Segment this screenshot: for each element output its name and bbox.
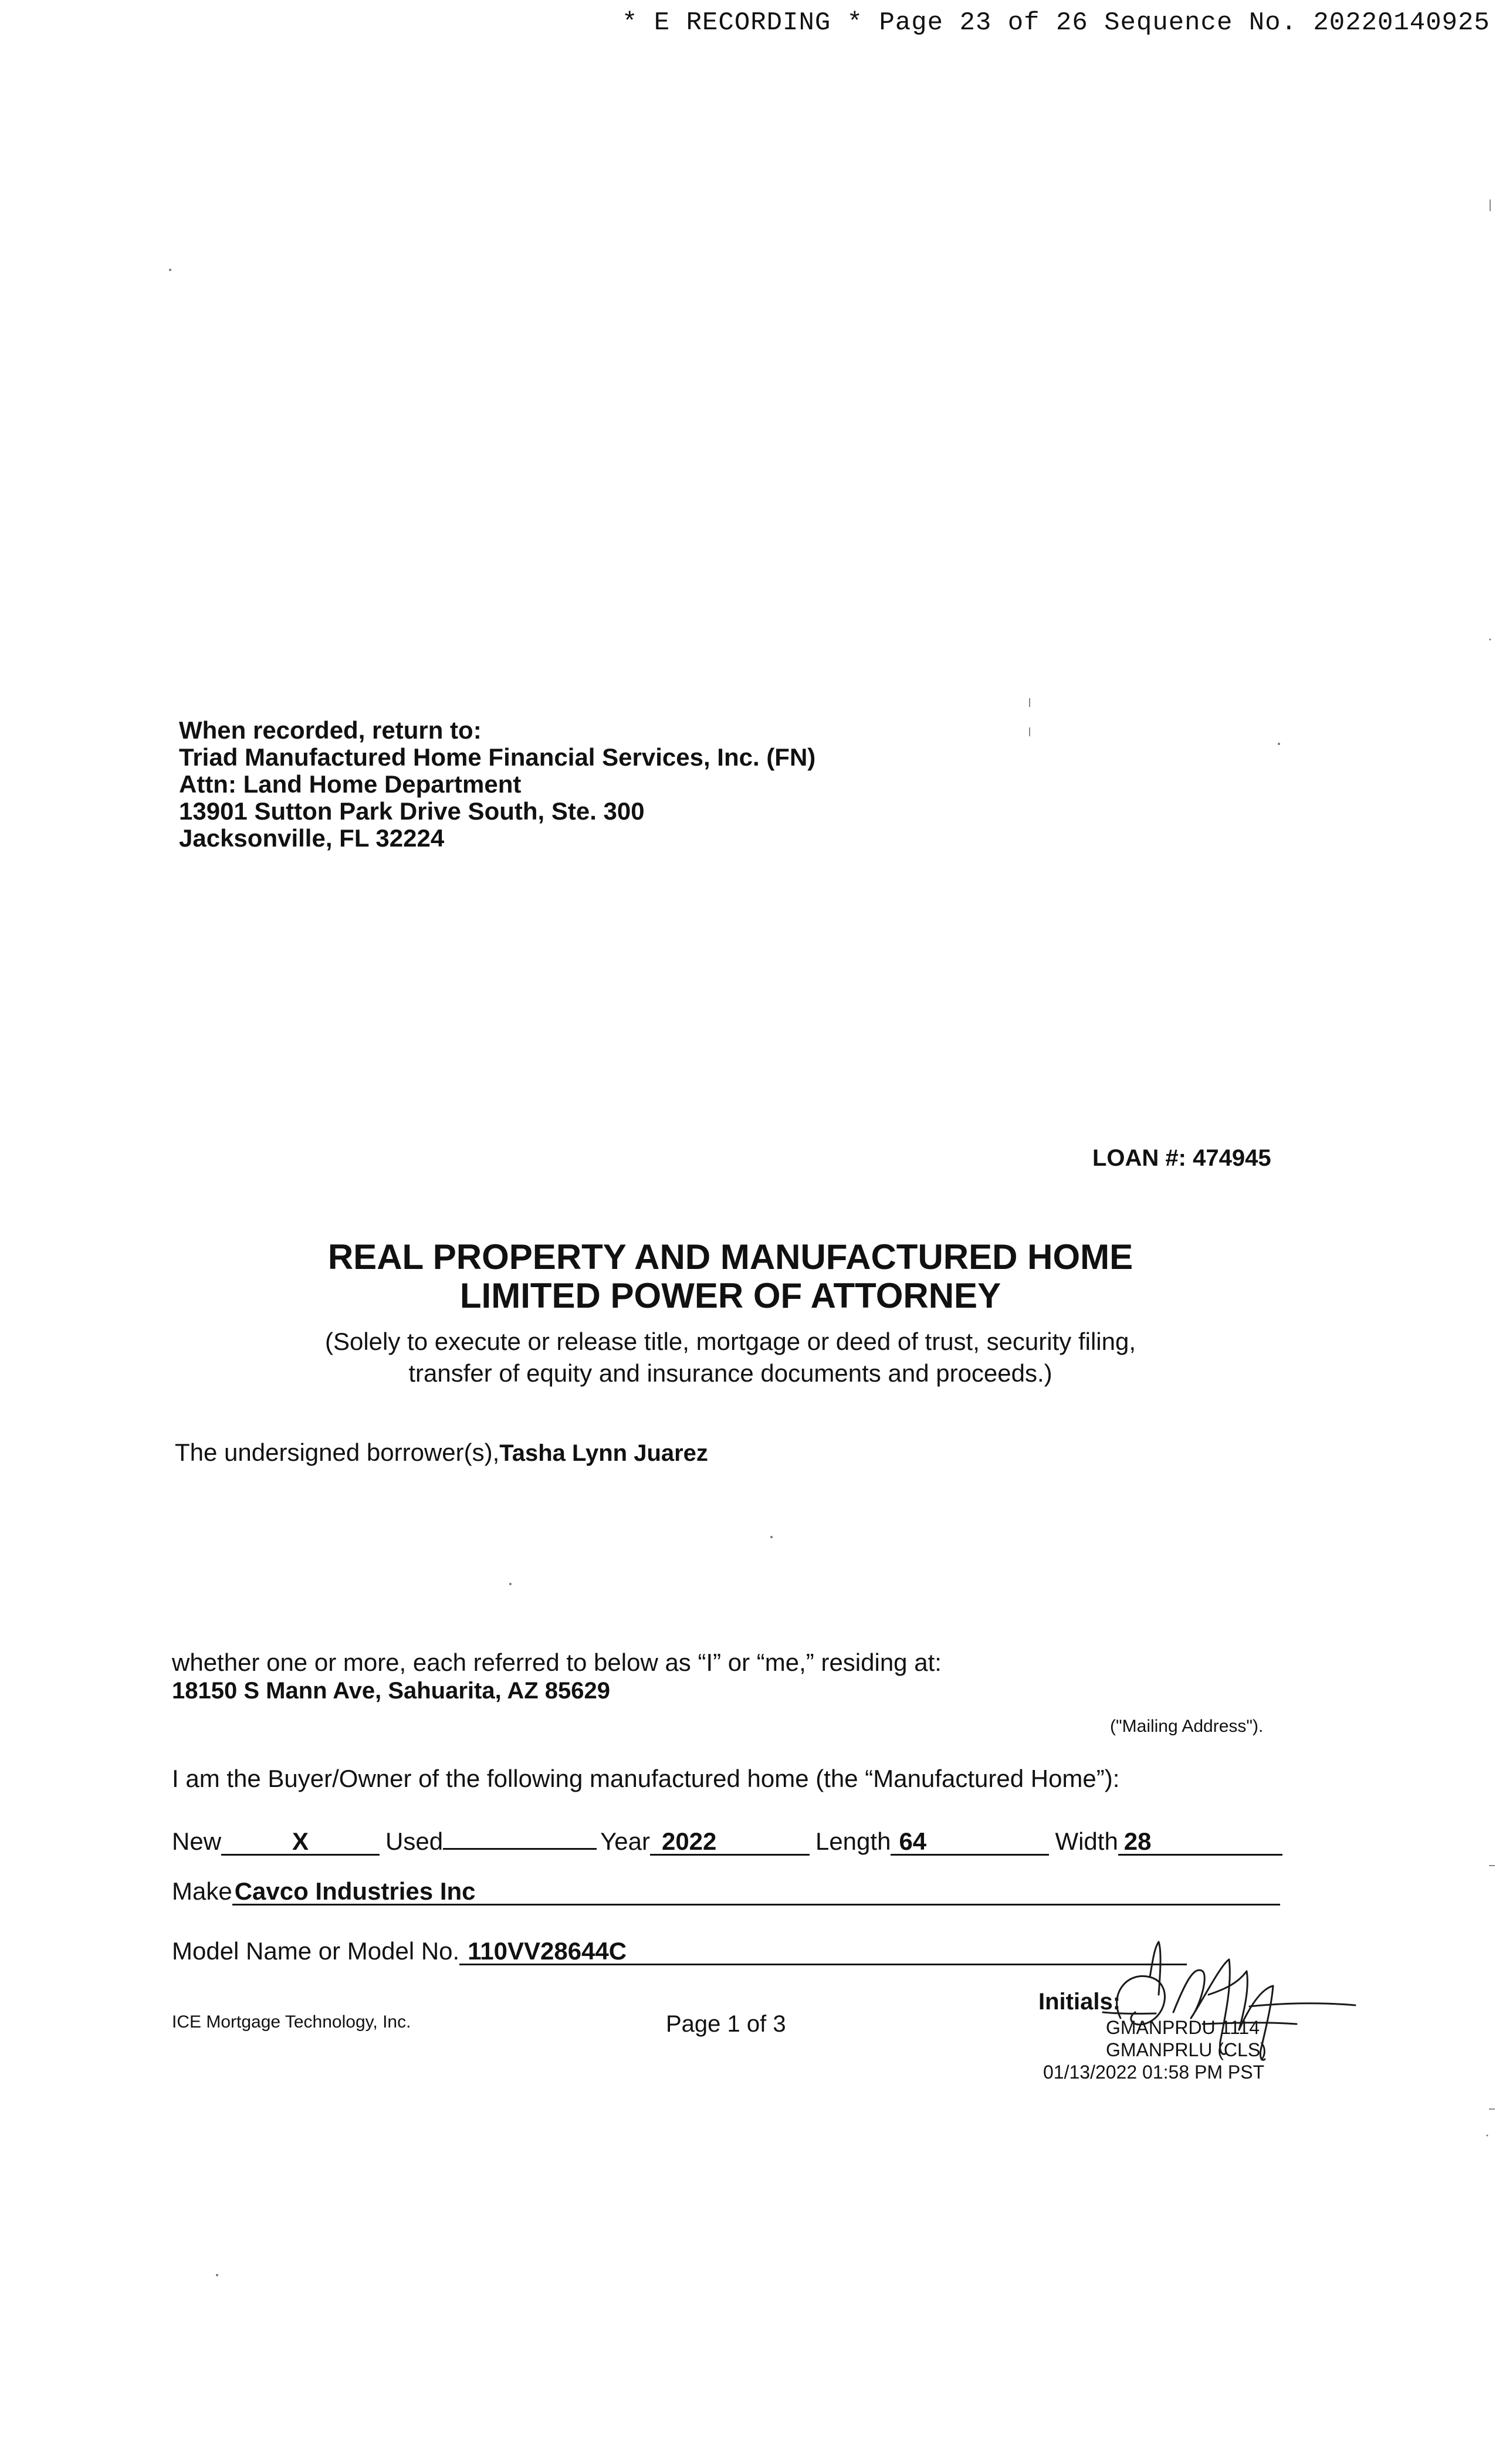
model-label: Model Name or Model No. bbox=[172, 1937, 460, 1965]
year-field: 2022 bbox=[650, 1827, 810, 1856]
return-company: Triad Manufactured Home Financial Services, Inc. (FN) bbox=[179, 743, 816, 771]
mailing-address: 18150 S Mann Ave, Sahuarita, AZ 85629 bbox=[172, 1678, 611, 1704]
document-subtitle bbox=[0, 1326, 1461, 1389]
title-line-1: REAL PROPERTY AND MANUFACTURED HOME bbox=[327, 1237, 1133, 1277]
width-field: 28 bbox=[1118, 1827, 1282, 1856]
length-label: Length bbox=[815, 1827, 891, 1855]
form-timestamp: 01/13/2022 01:58 PM PST bbox=[1043, 2062, 1265, 2083]
width-label: Width bbox=[1055, 1827, 1118, 1855]
form-code: GMANPRDU 1114 bbox=[1106, 2017, 1260, 2038]
used-label: Used bbox=[385, 1827, 444, 1855]
initials-label: Initials: bbox=[1038, 1989, 1121, 2015]
make-label: Make bbox=[172, 1877, 232, 1905]
return-address-block bbox=[179, 717, 815, 852]
loan-number: LOAN #: 474945 bbox=[1092, 1145, 1271, 1171]
make-row bbox=[172, 1877, 1280, 1905]
subtitle-line-1: (Solely to execute or release title, mortgage or deed of trust, security filing, bbox=[324, 1328, 1136, 1355]
footer-company: ICE Mortgage Technology, Inc. bbox=[172, 2012, 411, 2032]
used-field bbox=[443, 1822, 597, 1850]
make-field: Cavco Industries Inc bbox=[232, 1877, 1280, 1905]
return-street: 13901 Sutton Park Drive South, Ste. 300 bbox=[179, 797, 645, 825]
model-field: 110VV28644C bbox=[459, 1937, 1187, 1965]
home-spec-row bbox=[172, 1822, 1282, 1856]
new-label: New bbox=[172, 1827, 222, 1855]
borrower-lead-text: The undersigned borrower(s), bbox=[175, 1439, 500, 1466]
initials-signature bbox=[1085, 1930, 1367, 2083]
model-row bbox=[172, 1937, 1187, 1965]
new-field: X bbox=[221, 1827, 380, 1856]
page-number: Page 1 of 3 bbox=[666, 2011, 786, 2037]
return-attn: Attn: Land Home Department bbox=[179, 770, 522, 798]
subtitle-line-2: transfer of equity and insurance documents and proceeds.) bbox=[408, 1359, 1052, 1387]
borrower-name: Tasha Lynn Juarez bbox=[499, 1440, 708, 1466]
title-line-2: LIMITED POWER OF ATTORNEY bbox=[459, 1276, 1001, 1315]
mailing-address-note: ("Mailing Address"). bbox=[1110, 1717, 1264, 1736]
form-code-secondary: GMANPRLU (CLS) bbox=[1106, 2039, 1267, 2060]
document-title bbox=[0, 1238, 1461, 1315]
owner-statement: I am the Buyer/Owner of the following manufactured home (the “Manufactured Home”): bbox=[172, 1765, 1120, 1792]
borrower-line bbox=[175, 1439, 708, 1467]
year-label: Year bbox=[600, 1827, 650, 1855]
return-heading: When recorded, return to: bbox=[179, 716, 482, 744]
return-city: Jacksonville, FL 32224 bbox=[179, 824, 445, 852]
residing-text: whether one or more, each referred to below as “I” or “me,” residing at: bbox=[172, 1649, 942, 1676]
recording-header: * E RECORDING * Page 23 of 26 Sequence No. 20220140925 bbox=[622, 8, 1490, 38]
length-field: 64 bbox=[891, 1827, 1049, 1856]
